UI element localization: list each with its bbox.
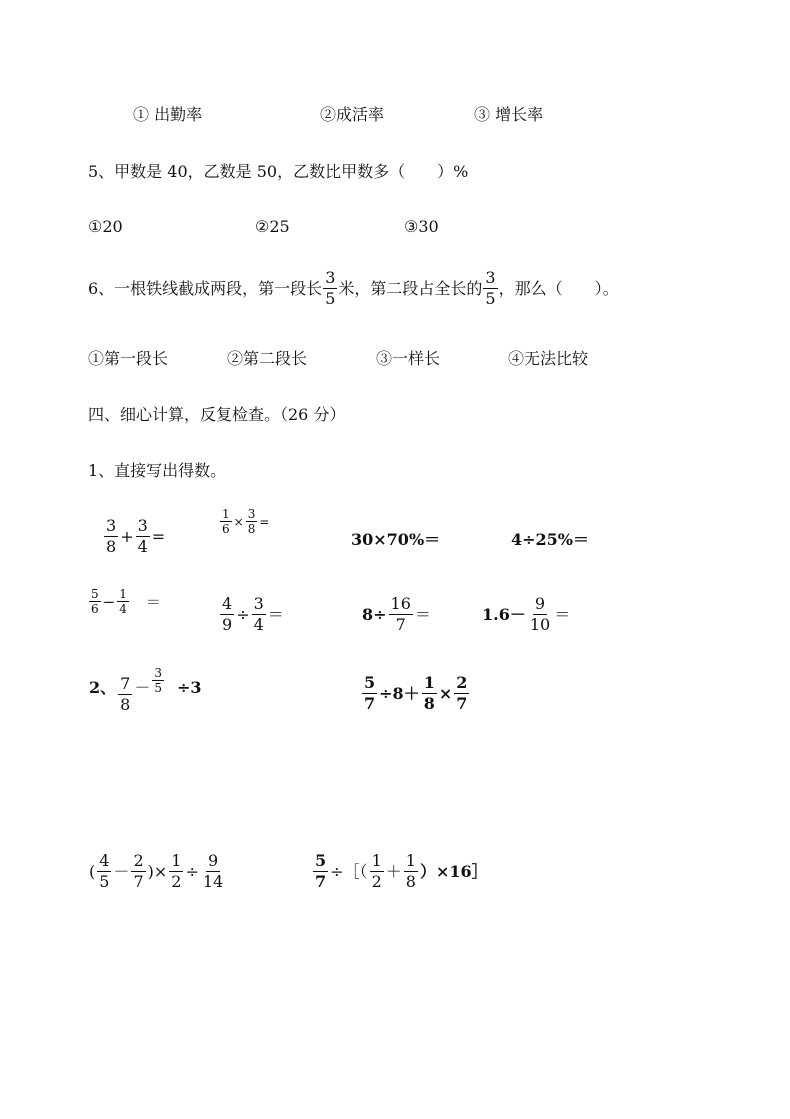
expr-r1-e1: $\frac{3}{8}$ + $\frac{3}{4}$ =	[106, 516, 166, 556]
calc-2: $\frac{5}{7}$ ÷8＋ $\frac{1}{8}$ × $\frac{2}{7}$	[364, 673, 468, 713]
q4-option-2: ②成活率	[320, 105, 385, 124]
expr-r1-e3: 30×70%＝	[351, 530, 441, 549]
expr-r1-e4: 4÷25%＝	[511, 530, 590, 549]
section-heading: 四、细心计算，反复检查。（26 分）	[88, 405, 346, 424]
subsection-2-label: 2、	[89, 677, 117, 697]
expr-r1-e2: $\frac{1}{6}$ × $\frac{3}{8}$ =	[222, 507, 270, 536]
q5-option-3: ③30	[404, 217, 439, 236]
q4-option-3: ③ 增长率	[474, 105, 544, 124]
calc-3: ( $\frac{4}{5}$ － $\frac{2}{7}$ )× $\frac{1}{2}$ ÷ $\frac{9}{14}$	[89, 851, 224, 891]
expr-r2-e1: $\frac{5}{6}$ − $\frac{1}{4}$ ＝	[91, 587, 161, 616]
q5-option-1: ①20	[88, 217, 123, 236]
q6-option-1: ①第一段长	[88, 349, 169, 368]
q4-option-1: ① 出勤率	[133, 105, 203, 124]
q6-suffix: ，那么（ ）。	[498, 278, 619, 298]
q6-middle: 米，第二段占全长的	[338, 278, 483, 298]
q6-option-2: ②第二段长	[227, 349, 308, 368]
q5-stem: 5、甲数是 40，乙数是 50，乙数比甲数多（ ）%	[88, 162, 469, 181]
calc-4: $\frac{5}{7}$ ÷［（ $\frac{1}{2}$ ＋ $\frac{1}{8}$ ）×16］	[315, 851, 488, 891]
expr-r2-e3: 8÷ $\frac{16}{7}$ ＝	[362, 594, 431, 634]
q6-option-4: ④无法比较	[508, 349, 589, 368]
expr-r2-e4: 1.6－ $\frac{9}{10}$ ＝	[482, 594, 571, 634]
q6-fraction-1: $\frac{3}{5}$	[325, 268, 336, 308]
q6-option-3: ③一样长	[376, 349, 441, 368]
q5-option-2: ②25	[255, 217, 290, 236]
subsection-1-title: 1、直接写出得数。	[88, 461, 227, 480]
calc-1: 2、 $\frac{7}{8}$ － $\frac{3}{5}$ ÷3	[89, 666, 202, 714]
expr-r2-e2: $\frac{4}{9}$ ÷ $\frac{3}{4}$ ＝	[222, 594, 284, 634]
q6-stem	[88, 270, 619, 307]
q6-fraction-2: $\frac{3}{5}$	[485, 268, 496, 308]
q6-prefix: 6、一根铁线截成两段，第一段长	[88, 278, 323, 298]
